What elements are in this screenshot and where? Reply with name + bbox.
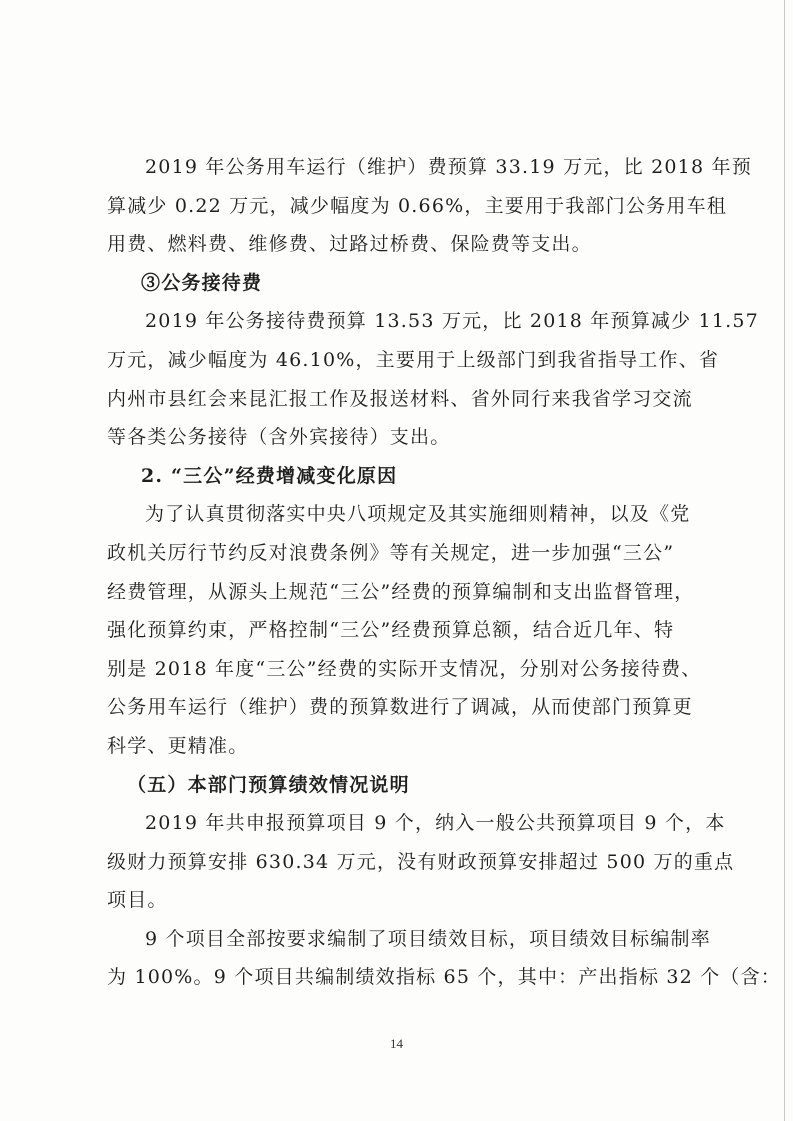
text-line: 2019 年公务用车运行（维护）费预算 33.19 万元，比 2018 年预 bbox=[145, 156, 752, 178]
page-number: 14 bbox=[390, 1036, 403, 1051]
text-line: 等各类公务接待（含外宾接待）支出。 bbox=[107, 426, 451, 449]
text-line: 为 100%。9 个项目共编制绩效指标 65 个，其中：产出指标 32 个（含： bbox=[107, 966, 781, 989]
text-line: 9 个项目全部按要求编制了项目绩效目标，项目绩效目标编制率 bbox=[145, 927, 711, 950]
heading-performance: （五）本部门预算绩效情况说明 bbox=[127, 773, 410, 796]
text-line: 用费、燃料费、维修费、过路过桥费、保险费等支出。 bbox=[107, 233, 592, 256]
text-line: 公务用车运行（维护）费的预算数进行了调减，从而使部门预算更 bbox=[107, 696, 693, 719]
text-line: 算减少 0.22 万元，减少幅度为 0.66%，主要用于我部门公务用车租 bbox=[107, 194, 727, 217]
text-line: 强化预算约束，严格控制“三公”经费预算总额，结合近几年、特 bbox=[107, 619, 675, 642]
heading-reception-cost: ③公务接待费 bbox=[141, 271, 263, 294]
text-line: 科学、更精准。 bbox=[107, 734, 249, 757]
text-line: 项目。 bbox=[107, 889, 168, 912]
text-line: 万元，减少幅度为 46.10%，主要用于上级部门到我省指导工作、省 bbox=[107, 348, 720, 371]
text-line: 经费管理，从源头上规范“三公”经费的预算编制和支出监督管理， bbox=[107, 580, 695, 603]
text-line: 内州市县红会来昆汇报工作及报送材料、省外同行来我省学习交流 bbox=[107, 387, 693, 410]
heading-change-reasons: 2. “三公”经费增减变化原因 bbox=[141, 464, 398, 487]
text-line: 级财力预算安排 630.34 万元，没有财政预算安排超过 500 万的重点 bbox=[107, 850, 735, 873]
paragraph-reception-cost bbox=[107, 302, 759, 456]
paragraph-performance-targets bbox=[107, 920, 781, 997]
text-line: 2019 年共申报预算项目 9 个，纳入一般公共预算项目 9 个，本 bbox=[145, 812, 726, 835]
paragraph-budget-projects bbox=[107, 804, 735, 920]
text-line: 别是 2018 年度“三公”经费的实际开支情况，分别对公务接待费、 bbox=[107, 657, 702, 680]
document-body bbox=[107, 148, 781, 997]
paragraph-change-reasons bbox=[107, 495, 702, 765]
page-edge-line bbox=[784, 0, 785, 1121]
text-line: 2019 年公务接待费预算 13.53 万元，比 2018 年预算减少 11.57 bbox=[145, 310, 759, 333]
paragraph-vehicle-cost bbox=[107, 148, 752, 264]
text-line: 政机关厉行节约反对浪费条例》等有关规定，进一步加强“三公” bbox=[107, 541, 675, 564]
text-line: 为了认真贯彻落实中央八项规定及其实施细则精神，以及《党 bbox=[145, 503, 691, 526]
